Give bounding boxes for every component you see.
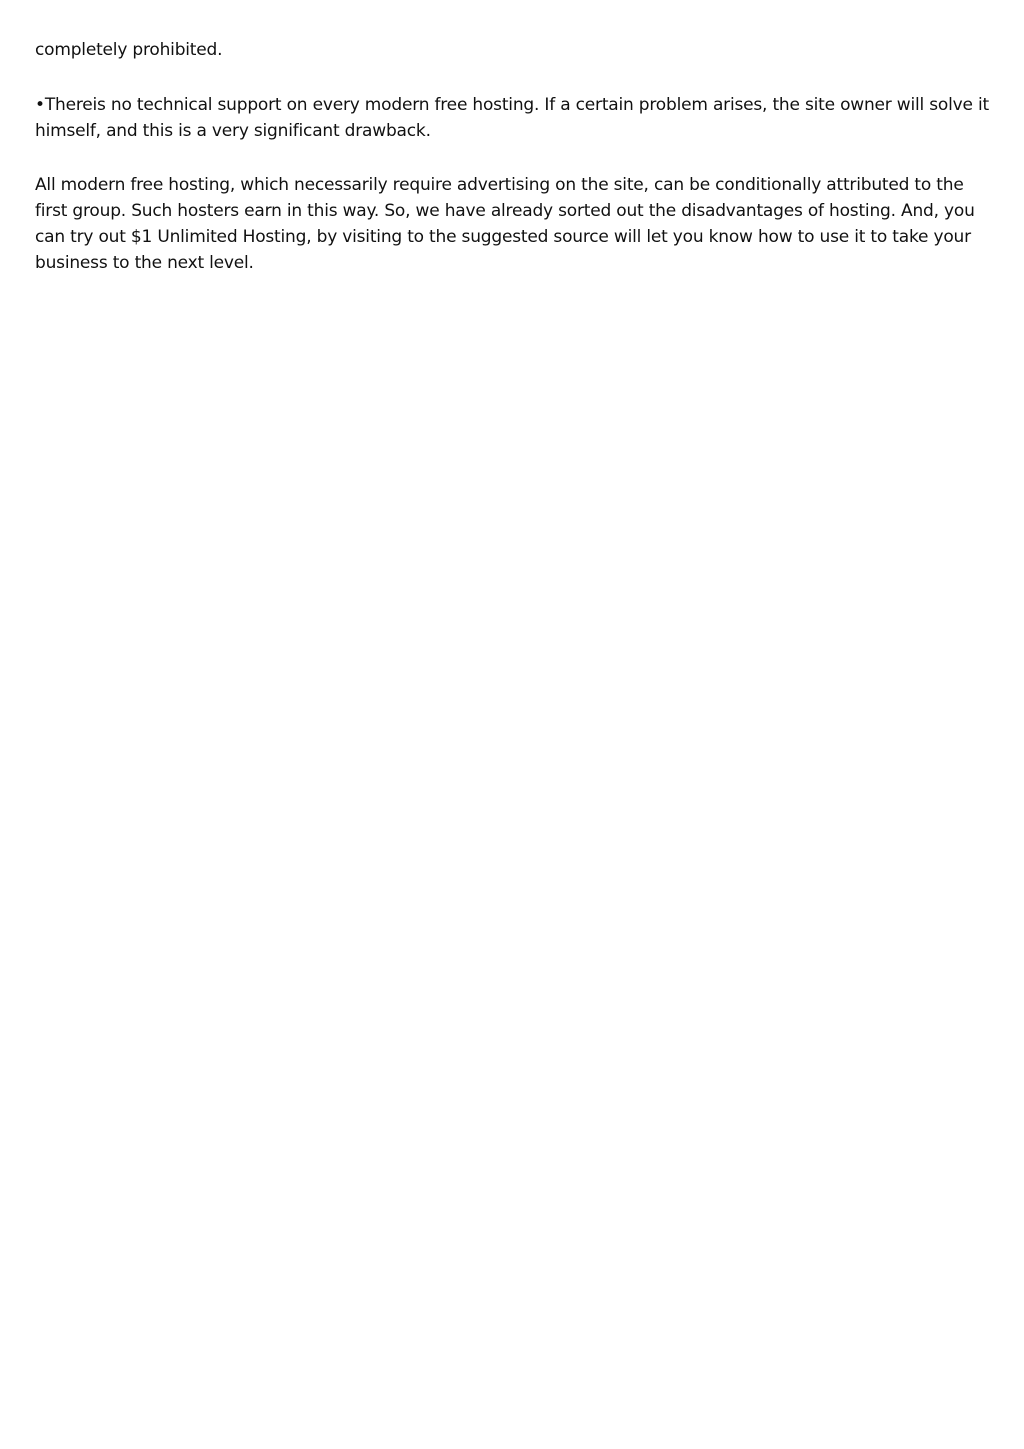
body-paragraph: All modern free hosting, which necessarily require advertising on the site, can be conditionally attributed to the first group. Such hosters earn in this way. So, we have already sorted out the disadvantages of hosting. And, you can try out $1 Unlimited Hosting, by visiting to the suggested source will let you know how to use it to take your business to the next level. bbox=[35, 175, 975, 273]
bullet-text: Thereis no technical support on every modern free hosting. If a certain problem arises, the site owner will solve it himself, and this is a very significant drawback. bbox=[35, 95, 989, 141]
paragraph-continuation: completely prohibited. bbox=[35, 40, 223, 60]
bullet-paragraph bbox=[35, 92, 995, 144]
bullet-marker: • bbox=[35, 95, 45, 115]
